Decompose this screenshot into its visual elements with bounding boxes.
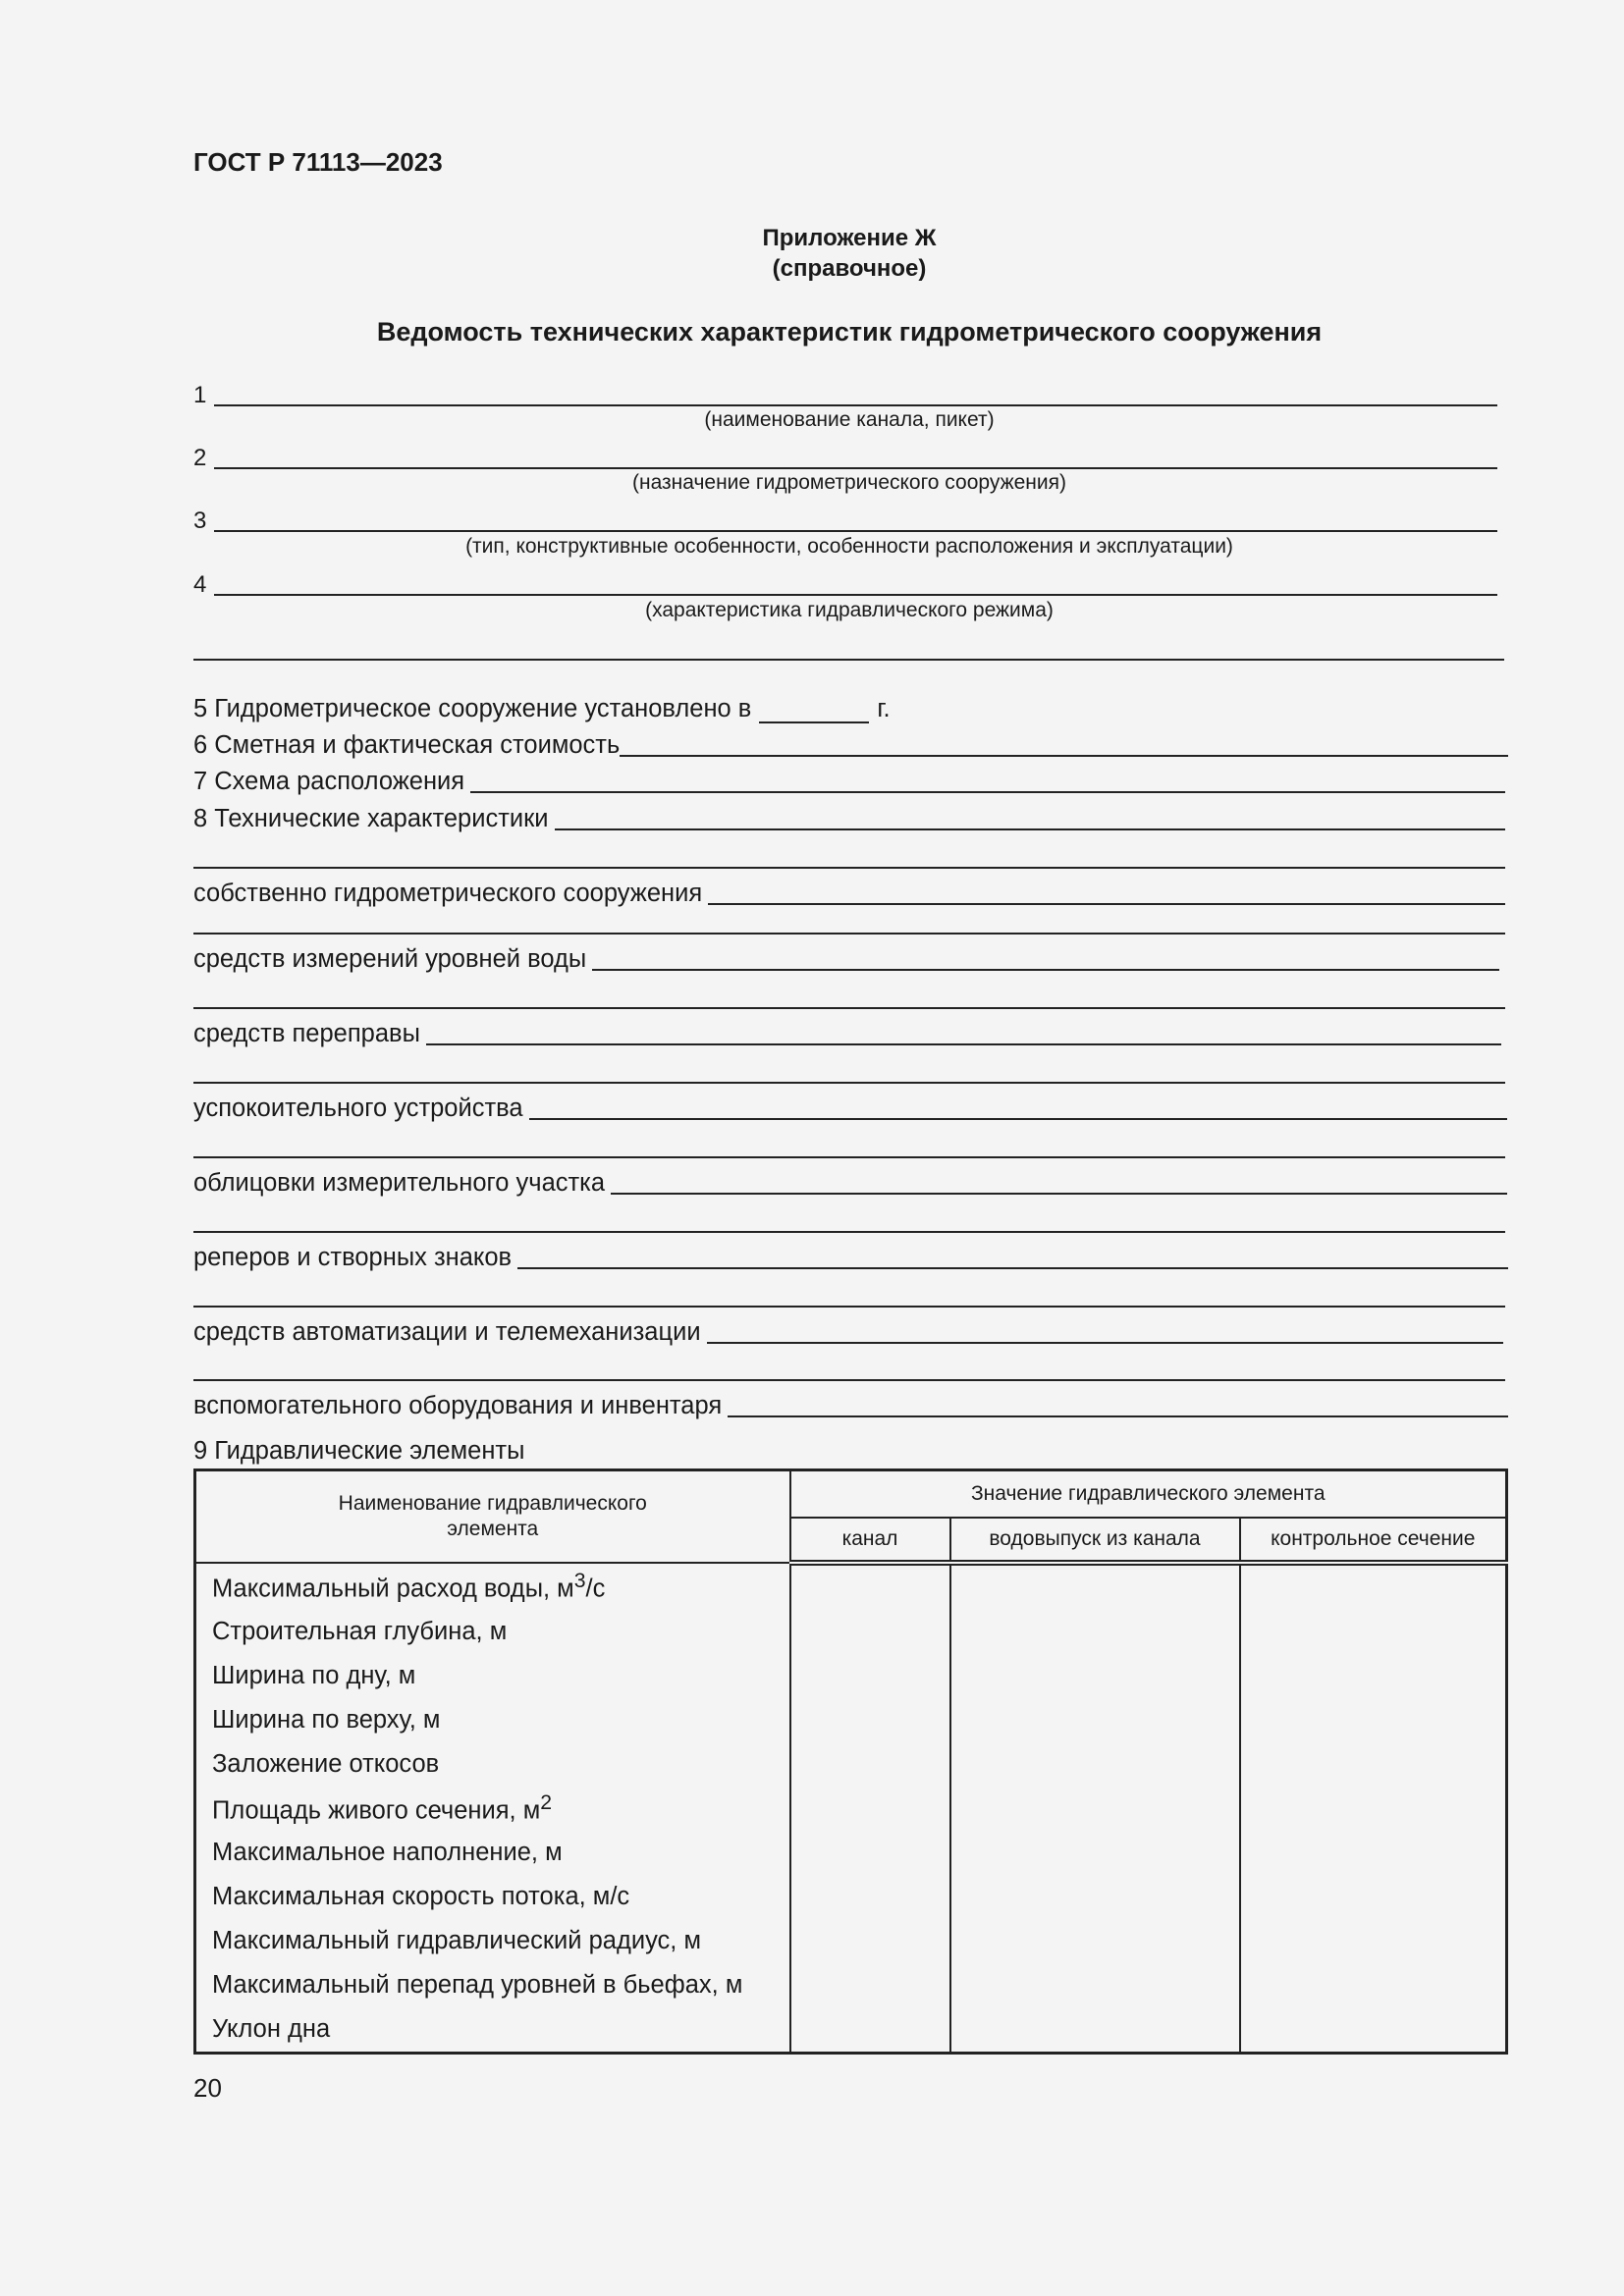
- year-blank[interactable]: [759, 698, 869, 723]
- value-cell[interactable]: [1240, 1742, 1507, 1787]
- item-8-sub-3[interactable]: [193, 1015, 1501, 1048]
- fill-line[interactable]: [193, 1007, 1505, 1009]
- appendix-subtitle: (справочное): [772, 255, 927, 282]
- table-row: [195, 1654, 1507, 1698]
- sub-label: средств измерений уровней воды: [193, 945, 587, 973]
- value-cell[interactable]: [950, 1831, 1240, 1875]
- value-cell[interactable]: [950, 1563, 1240, 1610]
- item-5-label: 5 Гидрометрическое сооружение установлено в: [193, 695, 752, 722]
- table-row: [195, 1831, 1507, 1875]
- value-cell[interactable]: [950, 1610, 1240, 1654]
- value-cell[interactable]: [790, 1698, 950, 1742]
- fill-line[interactable]: [193, 659, 1504, 661]
- fill-line: [592, 969, 1499, 971]
- fill-line: [555, 828, 1505, 830]
- table-row: [195, 2007, 1507, 2054]
- item-8-sub-1[interactable]: [193, 875, 1505, 908]
- value-cell[interactable]: [790, 1875, 950, 1919]
- item-6-label: 6 Сметная и фактическая стоимость: [193, 731, 621, 759]
- fill-line[interactable]: [193, 1082, 1505, 1084]
- element-name: Уклон дна: [195, 2007, 790, 2054]
- fill-line[interactable]: [193, 1231, 1505, 1233]
- fill-line: [214, 530, 1497, 532]
- value-cell[interactable]: [950, 1742, 1240, 1787]
- fill-line: [707, 1342, 1503, 1344]
- field-1[interactable]: [193, 376, 1497, 409]
- value-cell[interactable]: [790, 1919, 950, 1963]
- value-cell[interactable]: [790, 1654, 950, 1698]
- sub-label: вспомогательного оборудования и инвентаря: [193, 1392, 723, 1419]
- field-2[interactable]: [193, 439, 1497, 472]
- value-cell[interactable]: [950, 1787, 1240, 1831]
- item-8-sub-2[interactable]: [193, 940, 1499, 974]
- value-cell[interactable]: [950, 1963, 1240, 2007]
- column-header-canal: канал: [790, 1518, 950, 1563]
- sub-label: реперов и створных знаков: [193, 1244, 513, 1271]
- item-5: [193, 690, 891, 723]
- element-name: Максимальный гидравлический радиус, м: [195, 1919, 790, 1963]
- value-cell[interactable]: [790, 1563, 950, 1610]
- field-number: 1: [193, 382, 207, 408]
- value-cell[interactable]: [1240, 1654, 1507, 1698]
- fill-line: [517, 1267, 1508, 1269]
- item-8-sub-5[interactable]: [193, 1164, 1507, 1198]
- value-cell[interactable]: [1240, 1563, 1507, 1610]
- item-8[interactable]: [193, 800, 1505, 833]
- item-8-sub-7[interactable]: [193, 1313, 1503, 1347]
- value-cell[interactable]: [1240, 2007, 1507, 2054]
- fill-line: [214, 404, 1497, 406]
- sub-label: средств переправы: [193, 1020, 420, 1047]
- table-row: [195, 1963, 1507, 2007]
- value-cell[interactable]: [790, 1610, 950, 1654]
- value-cell[interactable]: [1240, 1698, 1507, 1742]
- value-column-header: Значение гидравлического элемента: [790, 1470, 1507, 1518]
- appendix-title: Приложение Ж: [762, 225, 937, 251]
- hydraulic-elements-table: [193, 1468, 1508, 2055]
- fill-line: [214, 594, 1497, 596]
- value-cell[interactable]: [950, 1919, 1240, 1963]
- value-cell[interactable]: [790, 1742, 950, 1787]
- value-cell[interactable]: [950, 2007, 1240, 2054]
- element-name: Площадь живого сечения, $м^2$: [195, 1787, 790, 1831]
- fill-line: [426, 1043, 1501, 1045]
- fill-line: [214, 467, 1497, 469]
- fill-line[interactable]: [193, 933, 1505, 934]
- item-8-sub-6[interactable]: [193, 1239, 1508, 1272]
- item-7-label: 7 Схема расположения: [193, 768, 465, 795]
- fill-line: [470, 791, 1505, 793]
- value-cell[interactable]: [950, 1875, 1240, 1919]
- field-caption: (наименование канала, пикет): [704, 408, 995, 431]
- value-cell[interactable]: [950, 1698, 1240, 1742]
- field-number: 3: [193, 507, 207, 534]
- field-number: 2: [193, 445, 207, 471]
- fill-line: [708, 903, 1505, 905]
- value-cell[interactable]: [790, 1787, 950, 1831]
- element-name: Ширина по дну, м: [195, 1654, 790, 1698]
- fill-line: [611, 1193, 1507, 1195]
- item-6[interactable]: [193, 726, 1508, 760]
- value-cell[interactable]: [1240, 1610, 1507, 1654]
- value-cell[interactable]: [950, 1654, 1240, 1698]
- element-name: Максимальная скорость потока, м/с: [195, 1875, 790, 1919]
- name-column-header: Наименование гидравлического элемента: [195, 1470, 790, 1563]
- field-4[interactable]: [193, 565, 1497, 599]
- element-name: Заложение откосов: [195, 1742, 790, 1787]
- column-header-outlet: водовыпуск из канала: [950, 1518, 1240, 1563]
- page-number: 20: [193, 2073, 222, 2103]
- column-header-control-section: контрольное сечение: [1240, 1518, 1507, 1563]
- document-title: Ведомость технических характеристик гидрометрического сооружения: [376, 317, 1323, 347]
- sub-label: успокоительного устройства: [193, 1095, 523, 1122]
- item-7[interactable]: [193, 763, 1505, 796]
- table-row: [195, 1698, 1507, 1742]
- fill-line[interactable]: [193, 867, 1505, 869]
- fill-line: [728, 1415, 1508, 1417]
- item-5-suffix: г.: [877, 695, 891, 722]
- value-cell[interactable]: [1240, 1919, 1507, 1963]
- table-row: [195, 1875, 1507, 1919]
- fill-line: [529, 1118, 1507, 1120]
- fill-line[interactable]: [193, 1156, 1505, 1158]
- sub-label: облицовки измерительного участка: [193, 1169, 606, 1197]
- table-row: [195, 1919, 1507, 1963]
- value-cell[interactable]: [790, 1831, 950, 1875]
- item-9-label: [193, 1432, 524, 1466]
- field-3[interactable]: [193, 502, 1497, 535]
- fill-line[interactable]: [193, 1379, 1505, 1381]
- table-row: [195, 1563, 1507, 1610]
- field-number: 4: [193, 571, 207, 598]
- value-cell[interactable]: [1240, 1831, 1507, 1875]
- value-cell[interactable]: [790, 2007, 950, 2054]
- sub-label: средств автоматизации и телемеханизации: [193, 1318, 701, 1346]
- item-8-sub-4[interactable]: [193, 1090, 1507, 1123]
- field-caption: (тип, конструктивные особенности, особенности расположения и эксплуатации): [465, 535, 1233, 558]
- field-caption: (назначение гидрометрического сооружения): [631, 471, 1066, 494]
- fill-line: [620, 755, 1508, 757]
- value-cell[interactable]: [1240, 1875, 1507, 1919]
- field-caption: (характеристика гидравлического режима): [645, 599, 1054, 621]
- table-row: [195, 1742, 1507, 1787]
- table-row: [195, 1610, 1507, 1654]
- value-cell[interactable]: [1240, 1963, 1507, 2007]
- element-name: Максимальный перепад уровней в бьефах, м: [195, 1963, 790, 2007]
- fill-line[interactable]: [193, 1306, 1505, 1308]
- element-name: Максимальный расход воды, $м^3/с$: [195, 1563, 790, 1610]
- item-9-text: 9 Гидравлические элементы: [193, 1437, 525, 1465]
- value-cell[interactable]: [1240, 1787, 1507, 1831]
- value-cell[interactable]: [790, 1963, 950, 2007]
- element-name: Ширина по верху, м: [195, 1698, 790, 1742]
- sub-label: собственно гидрометрического сооружения: [193, 880, 703, 907]
- item-8-sub-8[interactable]: [193, 1387, 1508, 1420]
- table-row: [195, 1787, 1507, 1831]
- standard-number: ГОСТ Р 71113—2023: [193, 147, 443, 177]
- element-name: Максимальное наполнение, м: [195, 1831, 790, 1875]
- item-8-label: 8 Технические характеристики: [193, 805, 549, 832]
- element-name: Строительная глубина, м: [195, 1610, 790, 1654]
